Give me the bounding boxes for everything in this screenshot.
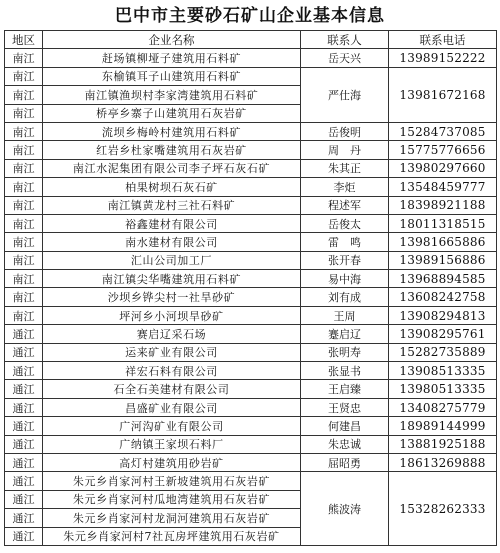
cell-phone: 13881925188 (389, 435, 497, 453)
table-row (5, 251, 497, 269)
cell-region: 南江 (5, 159, 43, 177)
table-row (5, 122, 497, 140)
cell-contact: 岳俊太 (301, 214, 389, 232)
cell-contact: 王启臻 (301, 380, 389, 398)
cell-region: 通江 (5, 398, 43, 416)
cell-company: 南水建材有限公司 (43, 233, 301, 251)
cell-phone: 13981672168 (389, 67, 497, 122)
header-region: 地区 (5, 31, 43, 49)
cell-company: 裕鑫建材有限公司 (43, 214, 301, 232)
cell-phone: 18613269888 (389, 453, 497, 471)
cell-region: 通江 (5, 343, 43, 361)
cell-company: 南江水泥集团有限公司李子坪石灰石矿 (43, 159, 301, 177)
cell-company: 红岩乡杜家嘴建筑用石灰岩矿 (43, 141, 301, 159)
table-row (5, 325, 497, 343)
cell-phone: 13908513335 (389, 362, 497, 380)
header-contact: 联系人 (301, 31, 389, 49)
cell-company: 流坝乡梅岭村建筑用石料矿 (43, 122, 301, 140)
cell-contact: 程述军 (301, 196, 389, 214)
table-row (5, 233, 497, 251)
cell-contact: 岳俊明 (301, 122, 389, 140)
header-company: 企业名称 (43, 31, 301, 49)
cell-company: 赛启辽采石场 (43, 325, 301, 343)
cell-region: 南江 (5, 251, 43, 269)
table-row (5, 306, 497, 324)
table-row (5, 67, 497, 85)
cell-phone: 13908294813 (389, 306, 497, 324)
cell-contact: 刘有成 (301, 288, 389, 306)
cell-contact: 朱忠诚 (301, 435, 389, 453)
cell-company: 赶场镇柳垭子建筑用石料矿 (43, 49, 301, 67)
cell-company: 南江镇尖华嘴建筑用石料矿 (43, 270, 301, 288)
cell-region: 南江 (5, 288, 43, 306)
cell-contact: 熊波涛 (301, 472, 389, 546)
cell-region: 通江 (5, 509, 43, 527)
cell-phone: 15284737085 (389, 122, 497, 140)
table-row (5, 288, 497, 306)
cell-contact: 王周 (301, 306, 389, 324)
cell-company: 汇山公司加工厂 (43, 251, 301, 269)
cell-contact: 蹇启辽 (301, 325, 389, 343)
cell-region: 通江 (5, 490, 43, 508)
cell-region: 南江 (5, 270, 43, 288)
cell-region: 通江 (5, 453, 43, 471)
cell-contact: 张开春 (301, 251, 389, 269)
mine-enterprise-table (4, 30, 497, 546)
cell-region: 南江 (5, 67, 43, 85)
cell-company: 广河沟矿业有限公司 (43, 417, 301, 435)
cell-contact: 易中海 (301, 270, 389, 288)
cell-phone: 13608242758 (389, 288, 497, 306)
cell-region: 南江 (5, 141, 43, 159)
document-title: 巴中市主要砂石矿山企业基本信息 (115, 6, 385, 26)
cell-contact: 张显书 (301, 362, 389, 380)
table-row (5, 417, 497, 435)
cell-region: 通江 (5, 417, 43, 435)
cell-company: 石全石美建材有限公司 (43, 380, 301, 398)
cell-company: 运来矿业有限公司 (43, 343, 301, 361)
cell-contact: 张明寿 (301, 343, 389, 361)
cell-region: 南江 (5, 214, 43, 232)
cell-contact: 王贤忠 (301, 398, 389, 416)
cell-company: 东榆镇耳子山建筑用石料矿 (43, 67, 301, 85)
cell-phone: 18989144999 (389, 417, 497, 435)
table-row (5, 472, 497, 490)
cell-company: 南江镇黄龙村三社石料矿 (43, 196, 301, 214)
cell-region: 通江 (5, 472, 43, 490)
cell-company: 柏果树坝石灰石矿 (43, 178, 301, 196)
cell-phone: 18011318515 (389, 214, 497, 232)
cell-phone: 13989156886 (389, 251, 497, 269)
cell-phone: 13408275779 (389, 398, 497, 416)
cell-phone: 15328262333 (389, 472, 497, 546)
cell-contact: 屈昭勇 (301, 453, 389, 471)
table-row (5, 343, 497, 361)
cell-company: 朱元乡肖家河村7社瓦房坪建筑用石灰岩矿 (43, 527, 301, 545)
cell-phone: 18398921188 (389, 196, 497, 214)
cell-phone: 13980297660 (389, 159, 497, 177)
table-row (5, 435, 497, 453)
table-row (5, 178, 497, 196)
table-body (5, 49, 497, 546)
header-phone: 联系电话 (389, 31, 497, 49)
cell-phone: 15775776656 (389, 141, 497, 159)
cell-phone: 13908295761 (389, 325, 497, 343)
cell-contact: 何建昌 (301, 417, 389, 435)
cell-company: 坪河乡小河坝旱砂矿 (43, 306, 301, 324)
cell-region: 南江 (5, 104, 43, 122)
cell-phone: 13980513335 (389, 380, 497, 398)
cell-contact: 岳天兴 (301, 49, 389, 67)
table-row (5, 196, 497, 214)
cell-phone: 13548459777 (389, 178, 497, 196)
table-row (5, 49, 497, 67)
cell-phone: 15282735889 (389, 343, 497, 361)
cell-contact: 周 丹 (301, 141, 389, 159)
cell-company: 高灯村建筑用砂岩矿 (43, 453, 301, 471)
cell-region: 南江 (5, 49, 43, 67)
cell-region: 通江 (5, 527, 43, 545)
cell-phone: 13968894585 (389, 270, 497, 288)
table-row (5, 453, 497, 471)
cell-region: 南江 (5, 178, 43, 196)
table-row (5, 141, 497, 159)
cell-phone: 13981665886 (389, 233, 497, 251)
cell-region: 南江 (5, 306, 43, 324)
cell-company: 朱元乡肖家河村瓜地湾建筑用石灰岩矿 (43, 490, 301, 508)
table-row (5, 159, 497, 177)
cell-company: 昌盛矿业有限公司 (43, 398, 301, 416)
cell-region: 南江 (5, 233, 43, 251)
cell-company: 桥亭乡寨子山建筑用石灰岩矿 (43, 104, 301, 122)
cell-contact: 李炬 (301, 178, 389, 196)
cell-region: 通江 (5, 325, 43, 343)
cell-region: 通江 (5, 362, 43, 380)
cell-region: 南江 (5, 196, 43, 214)
cell-company: 沙坝乡铧尖村一社旱砂矿 (43, 288, 301, 306)
cell-region: 南江 (5, 122, 43, 140)
table-row (5, 362, 497, 380)
table-row (5, 398, 497, 416)
cell-contact: 朱其正 (301, 159, 389, 177)
cell-company: 朱元乡肖家河村王新坡建筑用石灰岩矿 (43, 472, 301, 490)
cell-company: 朱元乡肖家河村龙洞河建筑用石灰岩矿 (43, 509, 301, 527)
cell-region: 南江 (5, 86, 43, 104)
table-row (5, 380, 497, 398)
cell-contact: 严仕海 (301, 67, 389, 122)
cell-region: 通江 (5, 380, 43, 398)
cell-company: 南江镇渔坝村李家湾建筑用石料矿 (43, 86, 301, 104)
cell-company: 祥宏石料有限公司 (43, 362, 301, 380)
cell-phone: 13989152222 (389, 49, 497, 67)
table-header-row (5, 31, 497, 49)
table-row (5, 214, 497, 232)
cell-region: 通江 (5, 435, 43, 453)
cell-contact: 雷 鸣 (301, 233, 389, 251)
table-row (5, 270, 497, 288)
cell-company: 广纳镇王家坝石料厂 (43, 435, 301, 453)
